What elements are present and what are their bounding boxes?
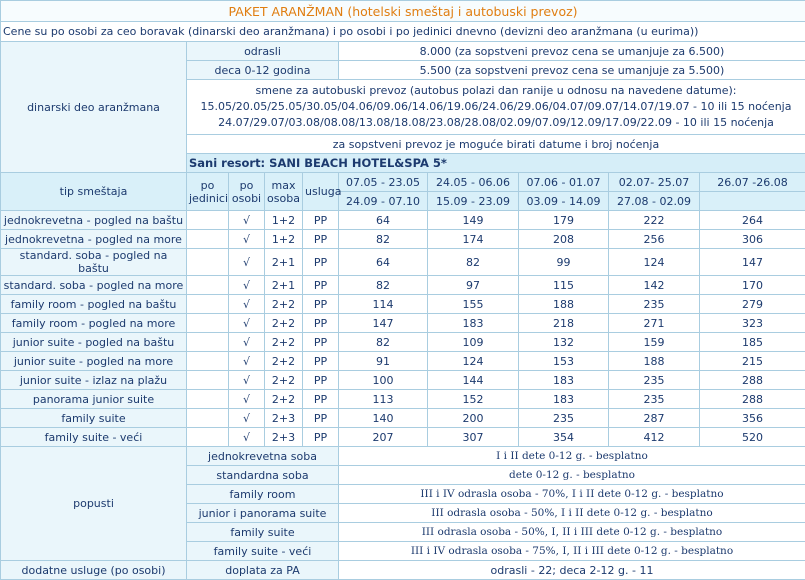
room-price: 147 bbox=[339, 314, 428, 333]
room-po-osobi-check: √ bbox=[229, 230, 265, 249]
room-price: 64 bbox=[339, 211, 428, 230]
room-price: 82 bbox=[428, 249, 519, 276]
room-max-osoba: 1+2 bbox=[265, 230, 303, 249]
period-top: 07.05 - 23.05 bbox=[339, 173, 428, 192]
room-type: family suite - veći bbox=[1, 428, 187, 447]
room-po-osobi-check: √ bbox=[229, 295, 265, 314]
room-price: 113 bbox=[339, 390, 428, 409]
room-price: 288 bbox=[700, 390, 805, 409]
room-price: 354 bbox=[519, 428, 609, 447]
room-type: standard. soba - pogled na more bbox=[1, 276, 187, 295]
room-price: 256 bbox=[609, 230, 700, 249]
room-po-jedinici bbox=[187, 371, 229, 390]
price-table-body bbox=[1, 1, 805, 580]
room-price: 207 bbox=[339, 428, 428, 447]
room-price: 142 bbox=[609, 276, 700, 295]
room-po-jedinici bbox=[187, 390, 229, 409]
period-bottom: 03.09 - 14.09 bbox=[519, 192, 609, 211]
room-price: 174 bbox=[428, 230, 519, 249]
room-po-jedinici bbox=[187, 428, 229, 447]
room-row bbox=[1, 211, 805, 230]
dinarski-row-value: 8.000 (za sopstveni prevoz cena se umanjuje za 6.500) bbox=[339, 42, 805, 61]
room-price: 188 bbox=[519, 295, 609, 314]
room-po-osobi-check: √ bbox=[229, 371, 265, 390]
room-type: family room - pogled na baštu bbox=[1, 295, 187, 314]
room-type: junior suite - izlaz na plažu bbox=[1, 371, 187, 390]
room-max-osoba: 2+1 bbox=[265, 276, 303, 295]
room-po-osobi-check: √ bbox=[229, 314, 265, 333]
page-title: PAKET ARANŽMAN (hotelski smeštaj i autobuski prevoz) bbox=[1, 1, 805, 22]
room-price: 185 bbox=[700, 333, 805, 352]
extra-services-text: odrasli - 22; deca 2-12 g. - 11 bbox=[339, 561, 805, 580]
room-max-osoba: 2+2 bbox=[265, 352, 303, 371]
room-price: 124 bbox=[428, 352, 519, 371]
extra-services-row bbox=[1, 561, 805, 580]
room-po-jedinici bbox=[187, 333, 229, 352]
room-price: 99 bbox=[519, 249, 609, 276]
bus-dates-line-3: 24.07/29.07/03.08/08.08/13.08/18.08/23.08/28.08/02.09/07.09/12.09/17.09/22.09 - 10 ili 15 noćenja bbox=[189, 115, 803, 131]
dinarski-label: dinarski deo aranžmana bbox=[1, 42, 187, 173]
discount-room-type: family suite bbox=[187, 523, 339, 542]
bus-dates bbox=[187, 80, 805, 135]
popusti-label: popusti bbox=[1, 447, 187, 561]
room-price: 183 bbox=[519, 371, 609, 390]
room-price: 271 bbox=[609, 314, 700, 333]
discount-row bbox=[1, 447, 805, 466]
room-price: 124 bbox=[609, 249, 700, 276]
room-row bbox=[1, 409, 805, 428]
period-bottom: 27.08 - 02.09 bbox=[609, 192, 700, 211]
bus-dates-line-2: 15.05/20.05/25.05/30.05/04.06/09.06/14.06/19.06/24.06/29.06/04.07/09.07/14.07/19.07 - 10 ili 15 noćenja bbox=[189, 99, 803, 115]
room-row bbox=[1, 314, 805, 333]
room-usluga: PP bbox=[303, 249, 339, 276]
room-usluga: PP bbox=[303, 390, 339, 409]
hotel-name: Sani resort: SANI BEACH HOTEL&SPA 5* bbox=[187, 154, 805, 173]
room-price: 82 bbox=[339, 333, 428, 352]
discount-room-type: standardna soba bbox=[187, 466, 339, 485]
room-po-jedinici bbox=[187, 409, 229, 428]
period-bottom: 15.09 - 23.09 bbox=[428, 192, 519, 211]
room-price: 356 bbox=[700, 409, 805, 428]
discount-text: III i IV odrasla osoba - 70%, I i II dete 0-12 g. - besplatno bbox=[339, 485, 805, 504]
room-price: 188 bbox=[609, 352, 700, 371]
room-price: 307 bbox=[428, 428, 519, 447]
room-price: 82 bbox=[339, 230, 428, 249]
discount-room-type: family room bbox=[187, 485, 339, 504]
room-row bbox=[1, 333, 805, 352]
room-po-osobi-check: √ bbox=[229, 390, 265, 409]
room-po-osobi-check: √ bbox=[229, 428, 265, 447]
room-price: 149 bbox=[428, 211, 519, 230]
room-price: 159 bbox=[609, 333, 700, 352]
period-top: 07.06 - 01.07 bbox=[519, 173, 609, 192]
discount-room-type: jednokrevetna soba bbox=[187, 447, 339, 466]
room-po-jedinici bbox=[187, 276, 229, 295]
bus-dates-line-1: smene za autobuski prevoz (autobus polazi dan ranije u odnosu na navedene datume): bbox=[189, 83, 803, 99]
room-type: standard. soba - pogled na baštu bbox=[1, 249, 187, 276]
room-price: 115 bbox=[519, 276, 609, 295]
room-usluga: PP bbox=[303, 371, 339, 390]
room-po-osobi-check: √ bbox=[229, 211, 265, 230]
room-price: 215 bbox=[700, 352, 805, 371]
room-price: 140 bbox=[339, 409, 428, 428]
room-price: 208 bbox=[519, 230, 609, 249]
room-price: 235 bbox=[609, 390, 700, 409]
room-price: 155 bbox=[428, 295, 519, 314]
room-price: 222 bbox=[609, 211, 700, 230]
header-tip: tip smeštaja bbox=[1, 173, 187, 211]
room-price: 152 bbox=[428, 390, 519, 409]
discount-text: III odrasla osoba - 50%, I i II dete 0-12 g. - besplatno bbox=[339, 504, 805, 523]
room-po-osobi-check: √ bbox=[229, 249, 265, 276]
room-price: 264 bbox=[700, 211, 805, 230]
room-max-osoba: 2+2 bbox=[265, 371, 303, 390]
room-row bbox=[1, 371, 805, 390]
room-max-osoba: 2+3 bbox=[265, 428, 303, 447]
header-po-osobi: po osobi bbox=[229, 173, 265, 211]
room-row bbox=[1, 428, 805, 447]
discount-text: I i II dete 0-12 g. - besplatno bbox=[339, 447, 805, 466]
room-max-osoba: 2+2 bbox=[265, 295, 303, 314]
room-po-osobi-check: √ bbox=[229, 333, 265, 352]
room-price: 306 bbox=[700, 230, 805, 249]
room-usluga: PP bbox=[303, 276, 339, 295]
room-price: 235 bbox=[609, 371, 700, 390]
extra-services-label: dodatne usluge (po osobi) bbox=[1, 561, 187, 580]
period-top: 26.07 -26.08 bbox=[700, 173, 805, 192]
dinarski-row-label: deca 0-12 godina bbox=[187, 61, 339, 80]
header-max-osoba: max osoba bbox=[265, 173, 303, 211]
room-price: 132 bbox=[519, 333, 609, 352]
room-price: 170 bbox=[700, 276, 805, 295]
room-type: junior suite - pogled na baštu bbox=[1, 333, 187, 352]
extra-services-type: doplata za PA bbox=[187, 561, 339, 580]
room-price: 179 bbox=[519, 211, 609, 230]
period-bottom: 24.09 - 07.10 bbox=[339, 192, 428, 211]
room-price: 323 bbox=[700, 314, 805, 333]
period-top: 02.07- 25.07 bbox=[609, 173, 700, 192]
room-row bbox=[1, 352, 805, 371]
room-price: 520 bbox=[700, 428, 805, 447]
room-price: 279 bbox=[700, 295, 805, 314]
room-price: 288 bbox=[700, 371, 805, 390]
room-po-osobi-check: √ bbox=[229, 409, 265, 428]
room-max-osoba: 2+1 bbox=[265, 249, 303, 276]
discount-room-type: family suite - veći bbox=[187, 542, 339, 561]
room-type: jednokrevetna - pogled na more bbox=[1, 230, 187, 249]
room-usluga: PP bbox=[303, 211, 339, 230]
room-price: 287 bbox=[609, 409, 700, 428]
room-price: 91 bbox=[339, 352, 428, 371]
room-price: 144 bbox=[428, 371, 519, 390]
room-po-jedinici bbox=[187, 211, 229, 230]
room-price: 412 bbox=[609, 428, 700, 447]
period-top: 24.05 - 06.06 bbox=[428, 173, 519, 192]
room-usluga: PP bbox=[303, 230, 339, 249]
room-po-jedinici bbox=[187, 314, 229, 333]
room-price: 183 bbox=[428, 314, 519, 333]
discount-text: III i IV odrasla osoba - 75%, I, II i III dete 0-12 g. - besplatno bbox=[339, 542, 805, 561]
room-po-osobi-check: √ bbox=[229, 276, 265, 295]
room-max-osoba: 1+2 bbox=[265, 211, 303, 230]
room-po-jedinici bbox=[187, 295, 229, 314]
room-type: family suite bbox=[1, 409, 187, 428]
room-price: 114 bbox=[339, 295, 428, 314]
room-max-osoba: 2+2 bbox=[265, 314, 303, 333]
room-type: junior suite - pogled na more bbox=[1, 352, 187, 371]
room-po-jedinici bbox=[187, 352, 229, 371]
room-usluga: PP bbox=[303, 352, 339, 371]
room-max-osoba: 2+2 bbox=[265, 333, 303, 352]
discount-text: III odrasla osoba - 50%, I, II i III dete 0-12 g. - besplatno bbox=[339, 523, 805, 542]
room-price: 100 bbox=[339, 371, 428, 390]
room-po-osobi-check: √ bbox=[229, 352, 265, 371]
room-max-osoba: 2+2 bbox=[265, 390, 303, 409]
room-usluga: PP bbox=[303, 314, 339, 333]
subtitle: Cene su po osobi za ceo boravak (dinarski deo aranžmana) i po osobi i po jedinici dnevno (devizni deo aranžmana (u eurima)) bbox=[1, 22, 805, 42]
room-type: family room - pogled na more bbox=[1, 314, 187, 333]
room-price: 82 bbox=[339, 276, 428, 295]
room-price: 235 bbox=[609, 295, 700, 314]
room-price: 235 bbox=[519, 409, 609, 428]
room-price: 97 bbox=[428, 276, 519, 295]
room-row bbox=[1, 390, 805, 409]
room-price: 218 bbox=[519, 314, 609, 333]
room-price: 64 bbox=[339, 249, 428, 276]
own-transport-note: za sopstveni prevoz je moguće birati datume i broj noćenja bbox=[187, 135, 805, 154]
room-usluga: PP bbox=[303, 333, 339, 352]
header-usluga: usluga bbox=[303, 173, 339, 211]
room-po-jedinici bbox=[187, 249, 229, 276]
room-price: 147 bbox=[700, 249, 805, 276]
discount-room-type: junior i panorama suite bbox=[187, 504, 339, 523]
dinarski-row-value: 5.500 (za sopstveni prevoz cena se umanjuje za 5.500) bbox=[339, 61, 805, 80]
room-usluga: PP bbox=[303, 428, 339, 447]
room-max-osoba: 2+3 bbox=[265, 409, 303, 428]
room-row bbox=[1, 276, 805, 295]
room-price: 153 bbox=[519, 352, 609, 371]
room-type: jednokrevetna - pogled na baštu bbox=[1, 211, 187, 230]
room-type: panorama junior suite bbox=[1, 390, 187, 409]
room-row bbox=[1, 249, 805, 276]
room-usluga: PP bbox=[303, 409, 339, 428]
period-bottom bbox=[700, 192, 805, 211]
room-row bbox=[1, 295, 805, 314]
room-price: 200 bbox=[428, 409, 519, 428]
discount-text: dete 0-12 g. - besplatno bbox=[339, 466, 805, 485]
dinarski-row-label: odrasli bbox=[187, 42, 339, 61]
header-po-jedinici: po jedinici bbox=[187, 173, 229, 211]
room-row bbox=[1, 230, 805, 249]
room-price: 109 bbox=[428, 333, 519, 352]
room-price: 183 bbox=[519, 390, 609, 409]
room-po-jedinici bbox=[187, 230, 229, 249]
room-usluga: PP bbox=[303, 295, 339, 314]
